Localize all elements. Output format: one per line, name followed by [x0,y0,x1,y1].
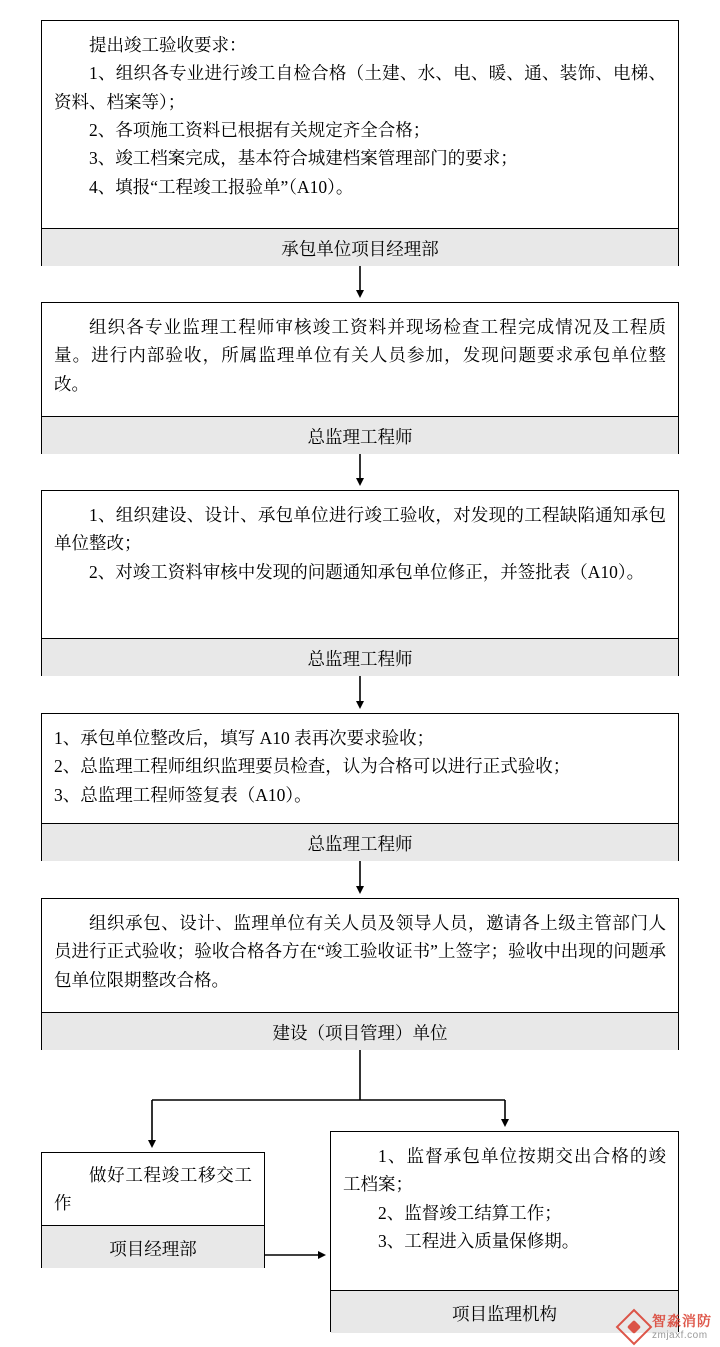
process-node-6[interactable] [41,1152,265,1268]
process-node-7[interactable] [330,1131,679,1332]
node-7-body [331,1132,678,1290]
node-2-role: 总监理工程师 [42,416,678,454]
node-6-line-0: 做好工程竣工移交工作 [54,1165,252,1214]
node-3-body [42,491,678,638]
process-node-2[interactable] [41,302,679,454]
node-7-line-0: 1、监督承包单位按期交出合格的竣工档案； [343,1146,666,1195]
node-1-line-3: 3、竣工档案完成，基本符合城建档案管理部门的要求； [89,148,518,169]
process-node-1[interactable] [41,20,679,266]
node-7-line-2: 3、工程进入质量保修期。 [378,1231,580,1252]
watermark [621,1313,712,1341]
node-3-role: 总监理工程师 [42,638,678,676]
process-node-5[interactable] [41,898,679,1050]
node-2-line-0: 组织各专业监理工程师审核竣工资料并现场检查工程完成情况及工程质量。进行内部验收，所属监理单位有关人员参加，发现问题要求承包单位整改。 [54,317,666,394]
watermark-sub: zmjaxf.com [652,1329,708,1341]
node-7-role: 项目监理机构 [331,1290,678,1333]
node-4-line-2: 3、总监理工程师签复表（A10）。 [54,784,312,805]
node-5-role: 建设（项目管理）单位 [42,1012,678,1050]
node-3-line-1: 2、对竣工资料审核中发现的问题通知承包单位修正，并签批表（A10）。 [89,561,645,582]
node-4-line-0: 1、承包单位整改后，填写 A10 表再次要求验收； [54,728,435,748]
node-6-role: 项目经理部 [42,1225,264,1268]
process-node-4[interactable] [41,713,679,861]
watermark-main: 智淼消防 [652,1313,712,1330]
node-6-body [42,1153,264,1225]
node-3-line-0: 1、组织建设、设计、承包单位进行竣工验收，对发现的工程缺陷通知承包单位整改； [54,505,666,554]
node-1-line-1: 1、组织各专业进行竣工自检合格（土建、水、电、暖、通、装饰、电梯、资料、档案等）； [54,63,666,112]
process-node-3[interactable] [41,490,679,676]
node-1-line-0: 提出竣工验收要求： [89,35,247,55]
node-4-role: 总监理工程师 [42,823,678,861]
node-4-line-1: 2、总监理工程师组织监理要员检查，认为合格可以进行正式验收； [54,756,571,777]
node-7-line-1: 2、监督竣工结算工作； [378,1202,562,1223]
node-2-body [42,303,678,416]
node-1-role: 承包单位项目经理部 [42,228,678,266]
watermark-text [652,1313,712,1341]
node-5-body [42,899,678,1012]
node-5-line-0: 组织承包、设计、监理单位有关人员及领导人员，邀请各上级主管部门人员进行正式验收；验收合格各方在“竣工验收证书”上签字；验收中出现的问题承包单位限期整改合格。 [54,913,666,990]
node-4-body [42,714,678,823]
node-1-body [42,21,678,228]
node-1-line-2: 2、各项施工资料已根据有关规定齐全合格； [89,120,431,141]
brand-logo-icon [616,1309,653,1346]
node-1-line-4: 4、填报“工程竣工报验单”（A10）。 [89,176,354,197]
